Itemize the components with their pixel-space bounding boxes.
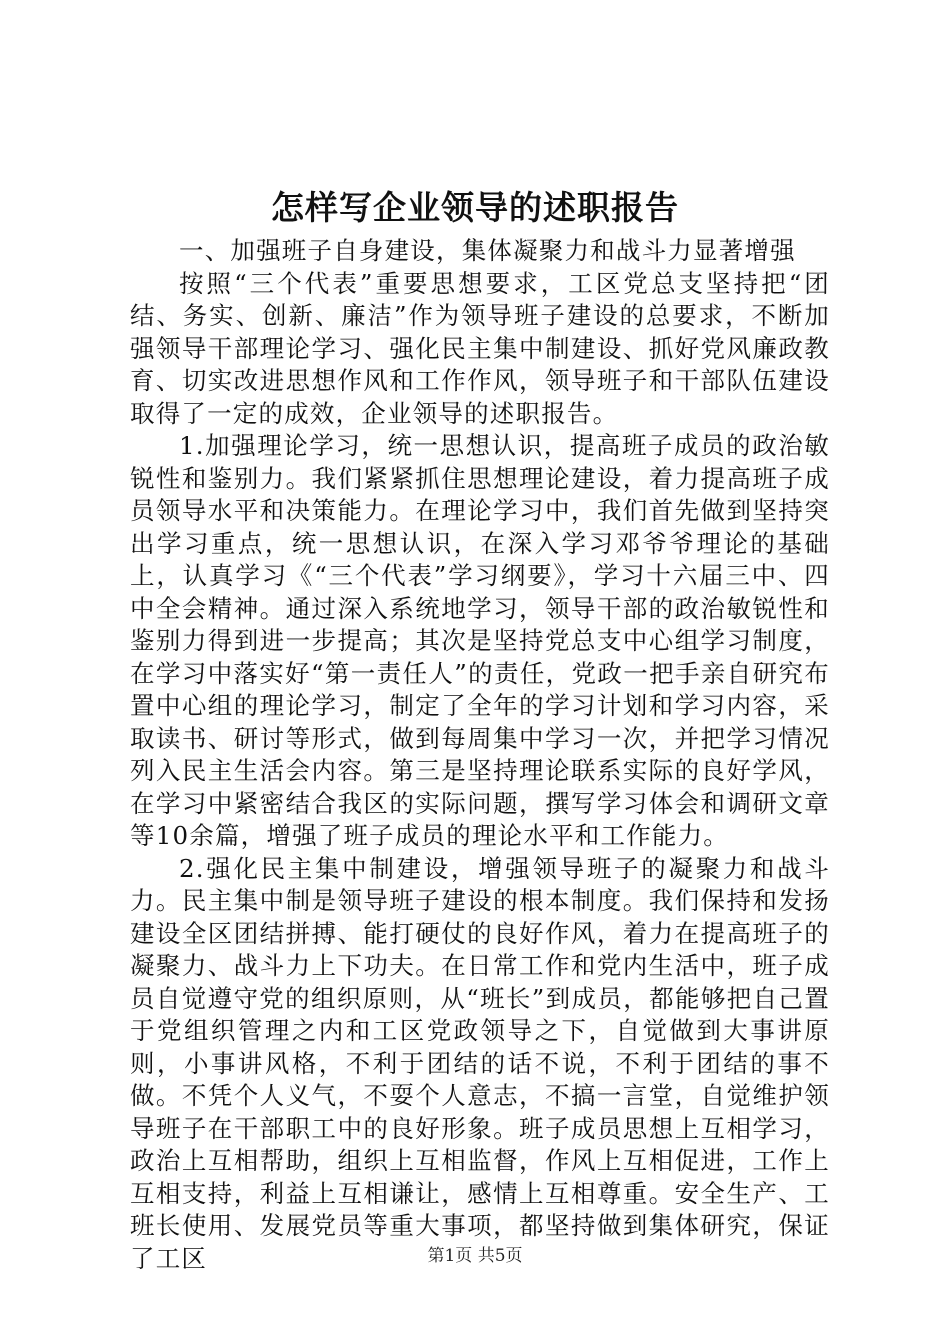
body-paragraph: 1.加强理论学习，统一思想认识，提高班子成员的政治敏锐性和鉴别力。我们紧紧抓住思想理论建设，着力提高班子成员领导水平和决策能力。在理论学习中，我们首先做到坚持突出学习重点，统一思想认识，在深入学习邓爷爷理论的基础上，认真学习《“三个代表”学习纲要》，学习十六届三中、四中全会精神。通过深入系统地学习，领导干部的政治敏锐性和鉴别力得到进一步提高；其次是坚持党总支中心组学习制度，在学习中落实好“第一责任人”的责任，党政一把手亲自研究布置中心组的理论学习，制定了全年的学习计划和学习内容，采取读书、研讨等形式，做到每周集中学习一次，并把学习情况列入民主生活会内容。第三是坚持理论联系实际的良好学风，在学习中紧密结合我区的实际问题，撰写学习体会和调研文章等10余篇，增强了班子成员的理论水平和工作能力。 xyxy=(130,431,830,850)
page-number-footer: 第1页 共5页 xyxy=(427,1246,523,1266)
body-paragraph: 按照“三个代表”重要思想要求，工区党总支坚持把“团结、务实、创新、廉洁”作为领导班子建设的总要求，不断加强领导干部理论学习、强化民主集中制建设、抓好党风廉政教育、切实改进思想作风和工作作风，领导班子和干部队伍建设取得了一定的成效，企业领导的述职报告。 xyxy=(130,268,830,428)
document-title: 怎样写企业领导的述职报告 xyxy=(271,188,679,227)
body-paragraph: 2.强化民主集中制建设，增强领导班子的凝聚力和战斗力。民主集中制是领导班子建设的根本制度。我们保持和发扬建设全区团结拼搏、能打硬仗的良好作风，着力在提高班子的凝聚力、战斗力上下功夫。在日常工作和党内生活中，班子成员自觉遵守党的组织原则，从“班长”到成员，都能够把自己置于党组织管理之内和工区党政领导之下，自觉做到大事讲原则，小事讲风格，不利于团结的话不说，不利于团结的事不做。不凭个人义气，不耍个人意志，不搞一言堂，自觉维护领导班子在干部职工中的良好形象。班子成员思想上互相学习，政治上互相帮助，组织上互相监督，作风上互相促进，工作上互相支持，利益上互相谦让，感情上互相尊重。安全生产、工班长使用、发展党员等重大事项，都坚持做到集体研究，保证了工区 xyxy=(130,853,830,1273)
section-heading: 一、加强班子自身建设，集体凝聚力和战斗力显著增强 xyxy=(179,236,796,265)
document-body xyxy=(130,235,830,1275)
